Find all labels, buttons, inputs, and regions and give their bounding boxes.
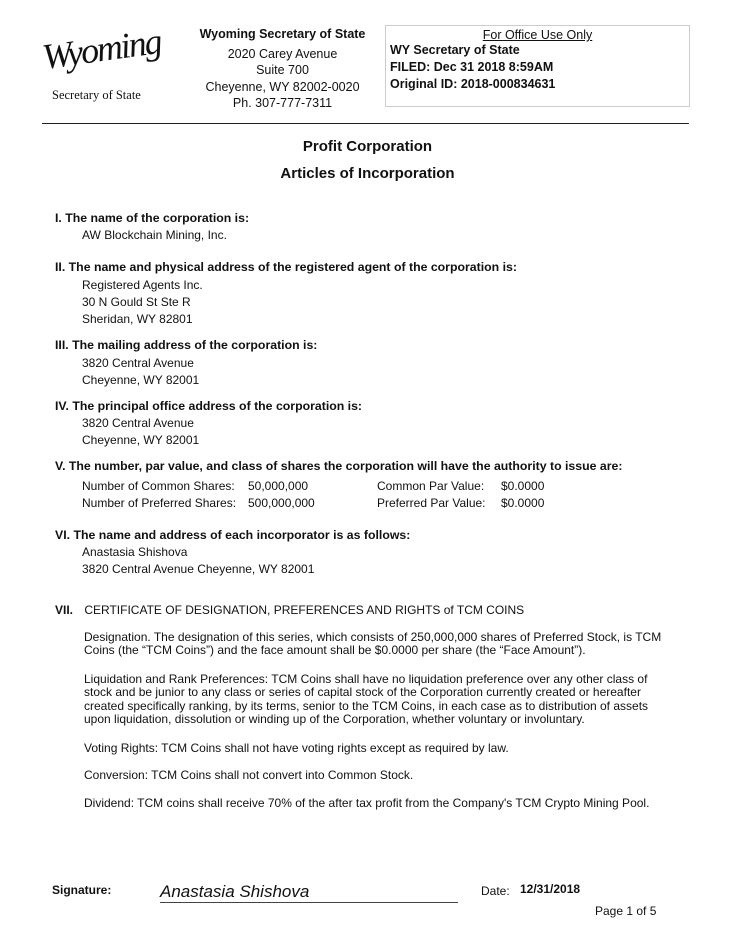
- address-line: Cheyenne, WY 82001: [82, 373, 200, 387]
- address-line: Cheyenne, WY 82001: [82, 433, 200, 447]
- voting-paragraph: Voting Rights: TCM Coins shall not have voting rights except as required by law.: [84, 741, 509, 755]
- conversion-paragraph: Conversion: TCM Coins shall not convert into Common Stock.: [84, 768, 414, 782]
- preferred-shares-label: Number of Preferred Shares:: [82, 496, 237, 510]
- mailing-address: [82, 355, 199, 389]
- signature-label: Signature:: [52, 883, 112, 897]
- section-4-heading: IV. The principal office address of the corporation is:: [55, 399, 363, 413]
- address-line: Cheyenne, WY 82002-0020: [205, 79, 360, 94]
- address-line: 3820 Central Avenue: [82, 356, 194, 370]
- office-use-line: WY Secretary of State: [390, 43, 520, 57]
- office-address: [195, 26, 370, 112]
- office-use-box: [385, 25, 690, 107]
- dividend-paragraph: Dividend: TCM coins shall receive 70% of the after tax profit from the Company's TCM Crypto Mining Pool.: [84, 796, 650, 810]
- signature: Anastasia Shishova: [160, 882, 458, 903]
- section-1-heading: I. The name of the corporation is:: [55, 211, 250, 225]
- designation-paragraph: Designation. The designation of this series, which consists of 250,000,000 shares of Preferred Stock, is TCM Coins (the “TCM Coins”) and the face amount shall be $0.0000 per share (the “Face Amount”).: [84, 630, 662, 658]
- page-number: Page 1 of 5: [595, 904, 657, 918]
- signature-date: 12/31/2018: [520, 882, 581, 896]
- header-divider: [42, 123, 689, 124]
- common-shares-label: Number of Common Shares:: [82, 479, 235, 493]
- logo-script: Wyoming: [39, 20, 163, 78]
- preferred-par-label: Preferred Par Value:: [377, 496, 486, 510]
- agent-line: 30 N Gould St Ste R: [82, 295, 191, 309]
- address-line: Suite 700: [256, 63, 309, 77]
- logo-subtitle: Secretary of State: [52, 88, 141, 102]
- section-5-heading: V. The number, par value, and class of shares the corporation will have the authority to issue are:: [55, 459, 623, 473]
- incorporator: [82, 544, 314, 578]
- doc-subtitle: Articles of Incorporation: [280, 165, 455, 182]
- common-shares-value: 50,000,000: [248, 479, 309, 493]
- address-line: 2020 Carey Avenue: [227, 46, 338, 61]
- incorporator-address: 3820 Central Avenue Cheyenne, WY 82001: [82, 562, 315, 576]
- common-par-value: $0.0000: [501, 479, 545, 493]
- incorporator-name: Anastasia Shishova: [82, 545, 188, 559]
- wyoming-logo: [34, 20, 169, 108]
- date-label: Date:: [481, 884, 510, 898]
- registered-agent: [82, 277, 203, 328]
- original-id: Original ID: 2018-000834631: [390, 77, 556, 91]
- section-3-heading: III. The mailing address of the corporation is:: [55, 338, 318, 352]
- office-use-heading: For Office Use Only: [482, 28, 593, 42]
- section-7-number: VII.: [55, 603, 74, 617]
- preferred-par-value: $0.0000: [501, 496, 545, 510]
- agent-line: Sheridan, WY 82801: [82, 312, 193, 326]
- office-title: Wyoming Secretary of State: [199, 27, 366, 41]
- principal-address: [82, 415, 199, 449]
- preferred-shares-value: 500,000,000: [248, 496, 315, 510]
- section-7-heading: [55, 603, 524, 617]
- address-line: 3820 Central Avenue: [82, 416, 194, 430]
- doc-title: Profit Corporation: [302, 138, 433, 155]
- address-line: Ph. 307-777-7311: [232, 96, 333, 110]
- liquidation-paragraph: Liquidation and Rank Preferences: TCM Coins shall have no liquidation preference over any other class of stock and be junior to any class or series of capital stock of the Corporation currently created or hereafter created specifically ranking, by its terms, senior to the TCM Coins, in each case as to distribution of assets upon liquidation, dissolution or winding up of the Corporation, whether voluntary or involuntary.: [84, 672, 649, 726]
- section-6-heading: VI. The name and address of each incorporator is as follows:: [55, 528, 411, 542]
- section-7-title: CERTIFICATE OF DESIGNATION, PREFERENCES AND RIGHTS of TCM COINS: [84, 603, 525, 617]
- filed-date: FILED: Dec 31 2018 8:59AM: [390, 60, 554, 74]
- corporation-name: AW Blockchain Mining, Inc.: [82, 228, 227, 242]
- section-2-heading: II. The name and physical address of the registered agent of the corporation is:: [55, 260, 517, 274]
- common-par-label: Common Par Value:: [377, 479, 485, 493]
- agent-line: Registered Agents Inc.: [82, 278, 203, 292]
